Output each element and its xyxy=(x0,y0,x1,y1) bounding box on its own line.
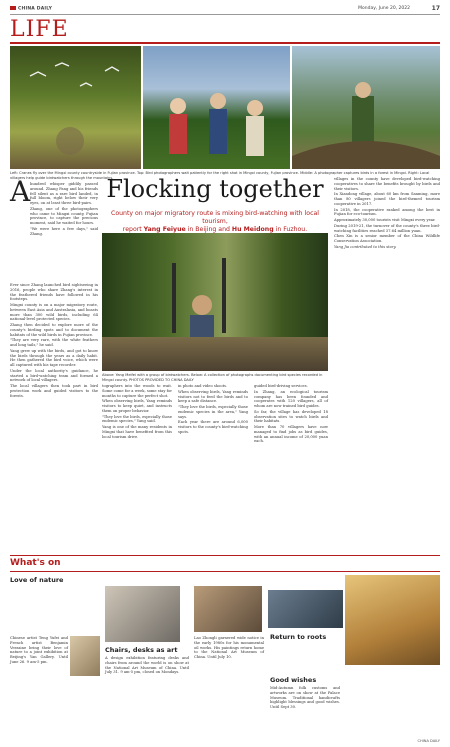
event-heading: Chairs, desks as art xyxy=(105,646,178,654)
drop-cap: A xyxy=(10,175,31,208)
event-photo xyxy=(268,590,343,628)
issue-date: Monday, June 20, 2022 xyxy=(358,6,410,11)
event-body: A design exhibition featuring desks and chairs from around the world is on show at the National Art Museum of China. Until July 31. 9 am-5 pm, closed on Mondays. xyxy=(105,656,189,675)
paragraph: Ever since Zhang launched bird sightseeing in 2016, people who share Zhang's interest in the feathered friends have followed in his footsteps. xyxy=(10,283,98,302)
photo-main-birdwatching xyxy=(102,233,328,371)
photo-caption-top: Left: Cranes fly over the Mingxi county countryside in Fujian province. Top: Bird photographers wait patiently for the right shot in Mingxi county, Fujian province. Middle: A photographer captures birds in a forest in Mingxi. Right: Local villagers help guide birdwatchers through the mountains. xyxy=(10,171,430,180)
paragraph: hundred whisper giddily passed around. Zhang Fang and his friends fell silent as a rare bird landed, in full bloom, right below their very eyes, on at least three bird-pairs. xyxy=(30,182,98,205)
logo-mark-icon xyxy=(10,6,16,10)
page-header xyxy=(10,4,440,15)
author-name: Yang Feiyue xyxy=(143,226,186,233)
paragraph: When observing birds, Yang reminds visitors not to feed the birds and to keep a safe distance. xyxy=(178,389,248,404)
article-column-1 xyxy=(30,182,98,237)
paragraph: guided bird-driving services. xyxy=(254,384,308,388)
page-footer: CHINA DAILY xyxy=(417,739,440,743)
event-photo xyxy=(345,575,440,665)
paragraph: "They love the birds, especially those endemic species in the area," Yang says. xyxy=(178,405,248,419)
deck-text: report xyxy=(122,226,144,233)
event-body: Mid-Autumn folk customs and artworks are on show at the Palace Museum. Traditional handicrafts highlight blessings and good wishes. Until Sept 30. xyxy=(270,686,340,709)
article-column-6 xyxy=(334,177,440,251)
photo-cranes-flying xyxy=(10,46,141,169)
event-heading: Love of nature xyxy=(10,576,64,584)
article-headline: Flocking together xyxy=(106,175,324,203)
paragraph: The local villagers then took part in bird protection work and guided visitors to the forests. xyxy=(10,384,98,398)
paragraph: During 2019-21, the turnover of the county's three bird-watching facilities reached 37.64 million yuan. xyxy=(334,223,440,233)
article-column-1b xyxy=(10,283,98,399)
paragraph: tographers into the woods to wait. Some come for a week, some stay for months to capture the perfect shot. xyxy=(102,384,172,398)
event-body: Chinese artist Teng Yufei and French artist Benjamin Verzaine bring their love of nature to a joint exhibition at Beijing's Yan Gallery. Until June 26. 9 am-5 pm. xyxy=(10,636,68,664)
paragraph: villages in the county have developed bird-watching cooperatives to share the benefits brought by birds and their visitors. xyxy=(334,177,440,191)
photo-caption-main: Above: Yang Meifei with a group of birdwatchers. Below: A collection of photographs documenting bird species recorded in Mingxi county. PHOTOS PROVIDED TO CHINA DAILY xyxy=(102,373,323,382)
article-column-5 xyxy=(254,384,328,445)
paragraph: Mingxi county is on a major migratory route, between East Asia and Australasia, and boasts more than 300 wild birds, including 64 national-level protected species. xyxy=(10,303,98,322)
section-divider xyxy=(10,42,440,44)
deck-line: County on major migratory route is mixing bird-watching with local tourism, xyxy=(111,210,319,225)
paragraph: Chen Xin is a senior member of the China Wildlife Conservation Association. xyxy=(334,234,440,243)
event-body: Lao Zhongli garnered wide notice in the early 1980s for his monumental oil works. His paintings return home to the National Art Museum of China. Until July 10. xyxy=(194,636,264,659)
paragraph: Approximately 30,000 tourists visit Mingxi every year. xyxy=(334,218,436,222)
event-photo xyxy=(105,586,180,642)
photo-birdwatchers-group xyxy=(143,46,290,169)
paragraph: More than 70 villagers have now managed to find jobs as bird guides, with an annual income of 20,000 yuan each. xyxy=(254,425,328,444)
event-photo xyxy=(194,586,262,632)
publication-name: CHINA DAILY xyxy=(18,6,53,12)
paragraph: In Xiandong village, about 60 km from Sanming, more than 80 villagers joined the bird-themed tourism cooperative in 2017. xyxy=(334,192,440,206)
paragraph: So far, the village has developed 18 observation sites to watch birds and their habitats. xyxy=(254,409,328,424)
section-title: LIFE xyxy=(10,17,69,42)
paragraph: Yang grew up with the birds, and got to know the birds through the years as a daily habit. He then gathered the bird voice, which were all captured with his tape recorder. xyxy=(10,348,98,367)
paragraph: Under the local authority's guidance, he started a bird-watching team and formed a network of local villagers. xyxy=(10,368,98,383)
paragraph: In 2018, the cooperative ranked among the best in Fujian for eco-tourism. xyxy=(334,207,440,217)
event-heading: Return to roots xyxy=(270,633,327,641)
deck-text: in Beijing and xyxy=(185,226,232,233)
whats-on-divider xyxy=(10,571,440,572)
paragraph: "They are very rare, with the white feathers and long tails," he said. xyxy=(10,338,98,347)
photo-forest-guide xyxy=(292,46,440,169)
publication-logo xyxy=(10,6,52,12)
paragraph: When observing birds, Yang reminds visitors to keep quiet, and instructs them on proper behavior. xyxy=(102,399,172,413)
deck-text: in Fuzhou. xyxy=(273,226,308,233)
article-column-4 xyxy=(178,384,248,436)
paragraph: In Zhang, an ecological tourism company has been founded and cooperates with 120 villagers, all of whom are now trained bird guides. xyxy=(254,389,328,408)
whats-on-divider xyxy=(10,555,440,556)
page-number: 17 xyxy=(431,5,440,12)
paragraph: Zhang, one of the photographers who came to Mingxi county, Fujian province, to capture the precious moment, said he waited for hours. xyxy=(30,206,98,225)
article-deck xyxy=(100,210,330,234)
paragraph: Zhang then decided to explore more of the county's birding spots and to document the habitats of the wild birds in Fujian province. xyxy=(10,323,98,337)
event-heading: Good wishes xyxy=(270,676,317,684)
article-column-3 xyxy=(102,384,172,440)
event-photo xyxy=(70,636,100,676)
whats-on-title: What's on xyxy=(10,558,61,568)
paragraph: "We were here a few days," said Zhang. xyxy=(30,226,98,236)
paragraph: Each year there are around 6,000 visitors to the county's bird-watching spots. xyxy=(178,420,248,434)
paragraph: "They love the birds, especially those endemic species," Yang said. xyxy=(102,414,172,424)
photo-ground xyxy=(102,337,328,371)
paragraph: Yang is one of the many residents in Mingxi that have benefited from this local tourism drive. xyxy=(102,425,172,439)
author-name: Hu Meidong xyxy=(231,226,274,233)
contributor-note: Yang Jia contributed to this story. xyxy=(334,244,397,249)
paragraph: in photo and video shoots. xyxy=(178,384,228,388)
